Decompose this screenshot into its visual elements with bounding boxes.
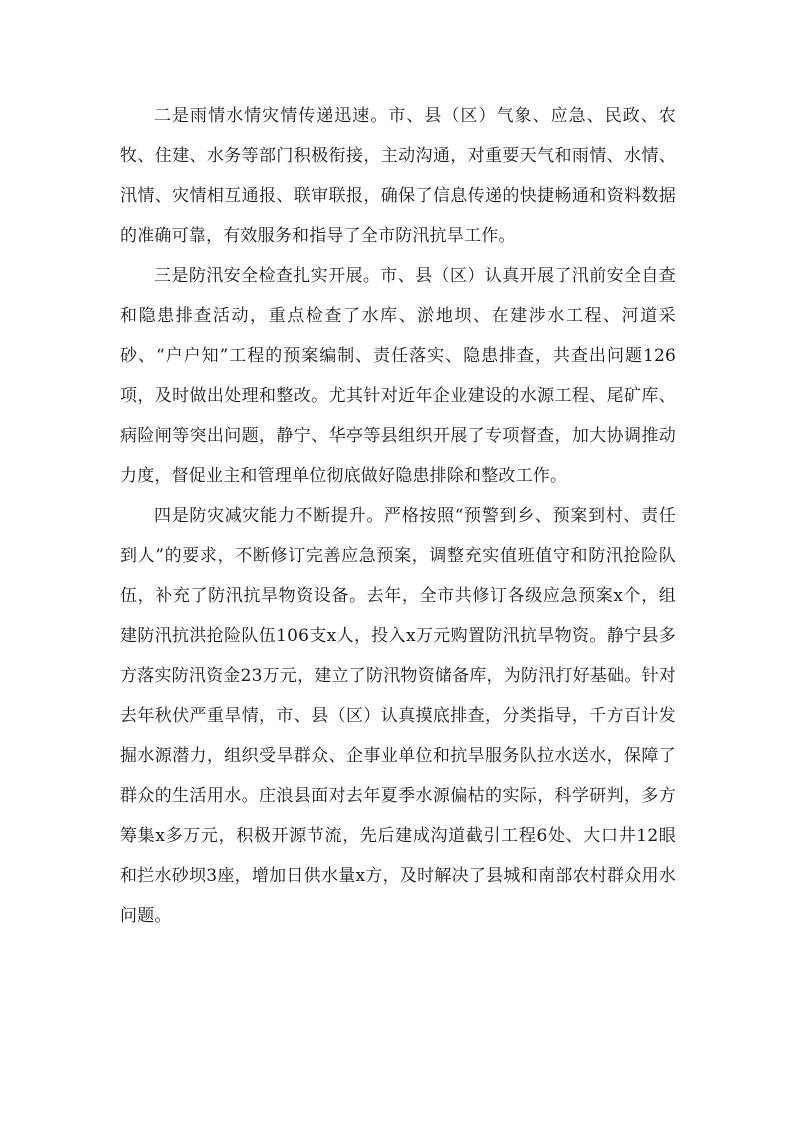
paragraph-flood-safety-inspection: 三是防汛安全检查扎实开展。市、县（区）认真开展了汛前安全自查和隐患排查活动，重点检查了水库、淤地坝、在建涉水工程、河道采砂、“户户知”工程的预案编制、责任落实、隐患排查，共查出问题126项，及时做出处理和整改。尤其针对近年企业建设的水源工程、尾矿库、病险闸等突出问题，静宁、华亭等县组织开展了专项督查，加大协调推动力度，督促业主和管理单位彻底做好隐患排除和整改工作。 (120, 266, 676, 486)
paragraph-rain-water-disaster-reporting: 二是雨情水情灾情传递迅速。市、县（区）气象、应急、民政、农牧、住建、水务等部门积极衔接，主动沟通，对重要天气和雨情、水情、汛情、灾情相互通报、联审联报，确保了信息传递的快捷畅通和资料数据的准确可靠，有效服务和指导了全市防汛抗旱工作。 (120, 106, 676, 246)
paragraph-disaster-prevention-capacity: 四是防灾减灾能力不断提升。严格按照“预警到乡、预案到村、责任到人”的要求，不断修订完善应急预案，调整充实值班值守和防汛抢险队伍，补充了防汛抗旱物资设备。去年，全市共修订各级应急预案x个，组建防汛抗洪抢险队伍106支x人，投入x万元购置防汛抗旱物资。静宁县多方落实防汛资金23万元，建立了防汛物资储备库，为防汛打好基础。针对去年秋伏严重旱情，市、县（区）认真摸底排查，分类指导，千方百计发掘水源潜力，组织受旱群众、企事业单位和抗旱服务队拉水送水，保障了群众的生活用水。庄浪县面对去年夏季水源偏枯的实际，科学研判，多方筹集x多万元，积极开源节流，先后建成沟道截引工程6处、大口井12眼和拦水砂坝3座，增加日供水量x方，及时解决了县城和南部农村群众用水问题。 (120, 506, 676, 926)
document-body (120, 96, 676, 936)
